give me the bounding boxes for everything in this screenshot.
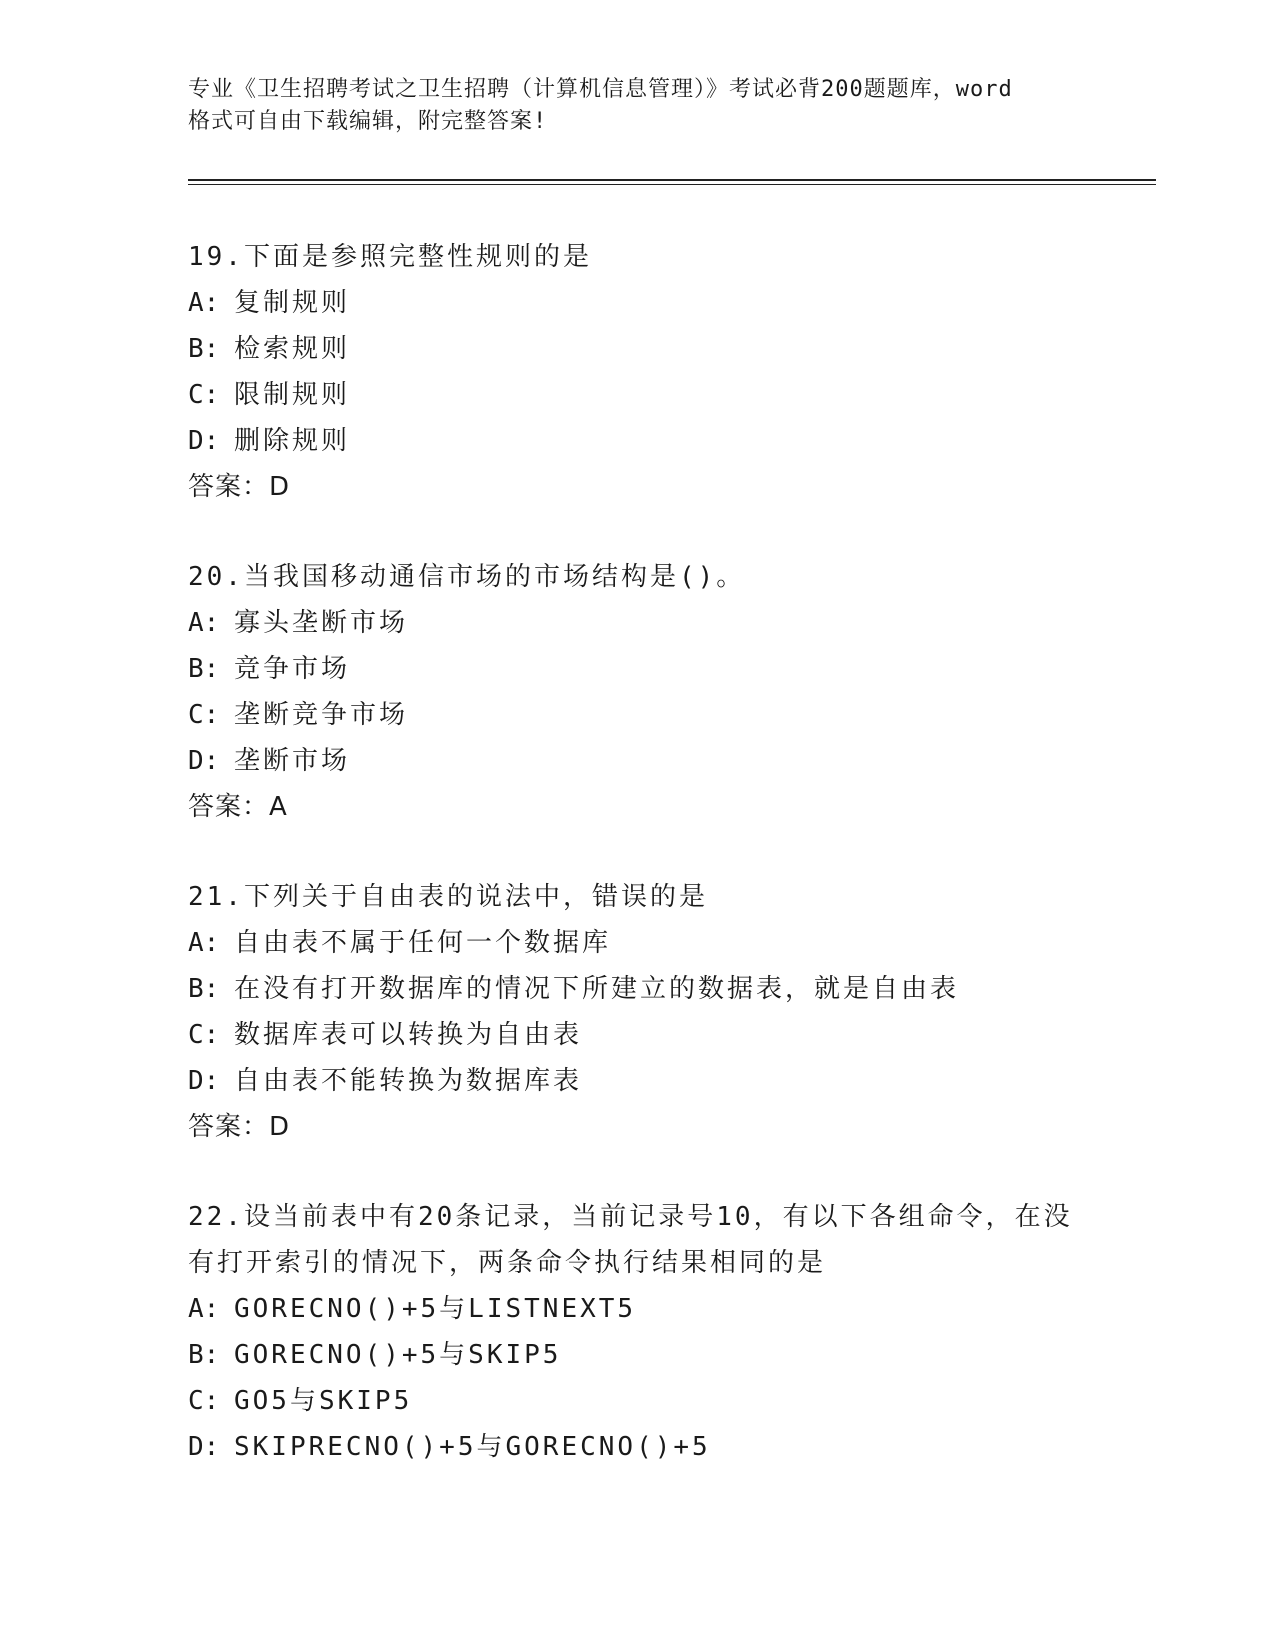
option-key: B: bbox=[188, 1340, 220, 1370]
option-c bbox=[188, 372, 1128, 418]
option-key: A: bbox=[188, 1294, 220, 1324]
option-c bbox=[188, 1378, 1128, 1424]
option-text: 数据库表可以转换为自由表 bbox=[234, 1020, 583, 1050]
option-key: A: bbox=[188, 608, 220, 638]
option-text: 竞争市场 bbox=[234, 654, 351, 684]
option-text: 寡头垄断市场 bbox=[234, 608, 409, 638]
question-21 bbox=[188, 874, 1128, 1150]
option-d bbox=[188, 1424, 1128, 1470]
header-line-1: 专业《卫生招聘考试之卫生招聘（计算机信息管理）》考试必背200题题库，word bbox=[188, 77, 1013, 102]
option-text: GORECNO()+5与SKIP5 bbox=[234, 1340, 562, 1370]
question-22 bbox=[188, 1194, 1128, 1470]
answer-line: 答案：D bbox=[188, 1112, 291, 1142]
question-stem: 20.当我国移动通信市场的市场结构是()。 bbox=[188, 562, 746, 592]
option-c bbox=[188, 692, 1128, 738]
option-text: 自由表不属于任何一个数据库 bbox=[234, 928, 612, 958]
question-19 bbox=[188, 234, 1128, 510]
option-b bbox=[188, 646, 1128, 692]
option-d bbox=[188, 418, 1128, 464]
option-key: D: bbox=[188, 1432, 220, 1462]
option-text: 复制规则 bbox=[234, 288, 351, 318]
option-d bbox=[188, 1058, 1128, 1104]
option-b bbox=[188, 1332, 1128, 1378]
option-text: GORECNO()+5与LISTNEXT5 bbox=[234, 1294, 637, 1324]
option-a bbox=[188, 1286, 1128, 1332]
question-stem: 21.下列关于自由表的说法中，错误的是 bbox=[188, 882, 708, 912]
option-text: 限制规则 bbox=[234, 380, 351, 410]
option-text: GO5与SKIP5 bbox=[234, 1386, 413, 1416]
question-20 bbox=[188, 554, 1128, 830]
option-key: D: bbox=[188, 746, 220, 776]
option-key: B: bbox=[188, 334, 220, 364]
option-text: 在没有打开数据库的情况下所建立的数据表，就是自由表 bbox=[234, 974, 960, 1004]
option-text: 删除规则 bbox=[234, 426, 351, 456]
option-text: SKIPRECNO()+5与GORECNO()+5 bbox=[234, 1432, 711, 1462]
option-key: B: bbox=[188, 654, 220, 684]
header-divider-thin bbox=[188, 184, 1156, 185]
option-a bbox=[188, 280, 1128, 326]
answer-line: 答案：D bbox=[188, 472, 291, 502]
option-b bbox=[188, 326, 1128, 372]
option-c bbox=[188, 1012, 1128, 1058]
option-b bbox=[188, 966, 1128, 1012]
answer-line: 答案：A bbox=[188, 792, 288, 822]
option-text: 检索规则 bbox=[234, 334, 351, 364]
option-a bbox=[188, 920, 1128, 966]
option-key: D: bbox=[188, 426, 220, 456]
option-d bbox=[188, 738, 1128, 784]
option-key: A: bbox=[188, 928, 220, 958]
header-divider-thick bbox=[188, 179, 1156, 181]
option-key: C: bbox=[188, 1020, 220, 1050]
option-text: 自由表不能转换为数据库表 bbox=[234, 1066, 583, 1096]
option-key: C: bbox=[188, 700, 220, 730]
option-text: 垄断竞争市场 bbox=[234, 700, 409, 730]
option-a bbox=[188, 600, 1128, 646]
header-line-2: 格式可自由下载编辑，附完整答案! bbox=[188, 109, 548, 134]
option-key: C: bbox=[188, 1386, 220, 1416]
option-key: A: bbox=[188, 288, 220, 318]
document-header bbox=[188, 74, 1108, 138]
option-key: C: bbox=[188, 380, 220, 410]
option-key: D: bbox=[188, 1066, 220, 1096]
question-stem: 19.下面是参照完整性规则的是 bbox=[188, 242, 592, 272]
option-text: 垄断市场 bbox=[234, 746, 351, 776]
question-stem-line-1: 22.设当前表中有20条记录，当前记录号10，有以下各组命令，在没 bbox=[188, 1202, 1073, 1232]
question-stem-line-2: 有打开索引的情况下，两条命令执行结果相同的是 bbox=[188, 1248, 827, 1278]
option-key: B: bbox=[188, 974, 220, 1004]
